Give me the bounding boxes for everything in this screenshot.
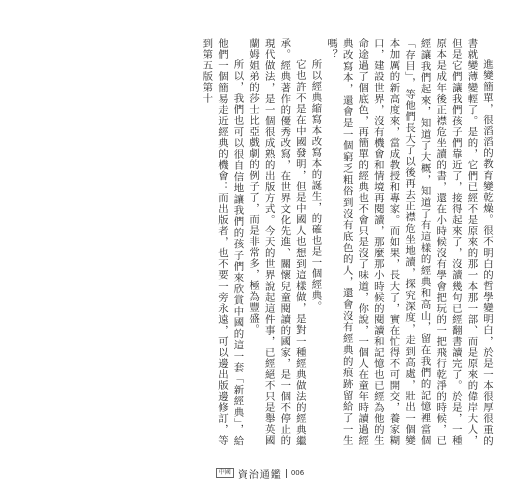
paragraph: 所以，我們也可以很自信地讓我們的孩子們來欣賞中國的這一套「新經典」，給他們一個簡易走近經典的機會：而出版者，也不要一旁永遠，可以邊出版邊修訂，等到第五版第十 (200, 38, 244, 446)
page-number: 006 (290, 469, 305, 477)
footer-divider (286, 469, 287, 478)
paragraph: 所以經典縮寫本改寫本的誕生，的確也是一個經典。 (309, 58, 322, 312)
page-footer (0, 466, 520, 480)
series-label: 中國 (216, 468, 234, 478)
paragraph: 進變簡單，很滔滔的教育變乾燥。很不明白的哲學變明白，於是一本很厚很重的書就變薄變輕了。是的，它們已經不是原來的那一本那一部、而是原來的偉岸大人，但是它們讓我們孩子們靠近了，接得起來了，沒讀幾句已經翻書讀完了。於是，一種原本是成年後正襟危坐讀的書，還在小時候沒有學會把玩的一把飛行乾淨的時候，已經讓我們起來，知道了大概，知道了有這樣的經典和高山，留在我們的記憶裡當個「存目」，等他們長大了以後再去正襟危坐地讀，探究深度，走到高處，壯出一個變本加厲的新高度來，當成教授和專家。而如果，長大了，實在忙得不可開交，養家糊口，建設世界，沒有機會和情境再閱讀，那麼那小時候的閱讀和記憶也已經為他的生命途過了個底色，再簡單的經典也不會只是沒了味道，你說，一個人在童年時讀過經典改寫本，還會是一個窮乏粗俗到沒有底色的人，還會沒有經典的痕跡留給了一生嗎？ (325, 38, 493, 446)
paragraph: 它也許不是在中國發明，但是中國人也想到這樣做，是對一種經典做法的經典繼承。經典著作的優秀改寫，在世界文化先進、關懷兒童閱讀的國家，是一個不停止的現代做法，是一個很成熟的出版方式。今天的世界說起這件事，已經絕不只是舉英國蘭姆姐弟的莎士比亞戲劇的例子了，而是非常多，極為豐盛。 (247, 38, 306, 446)
book-title: 資治通鑑 (237, 469, 282, 481)
vertical-text-body (24, 38, 494, 446)
